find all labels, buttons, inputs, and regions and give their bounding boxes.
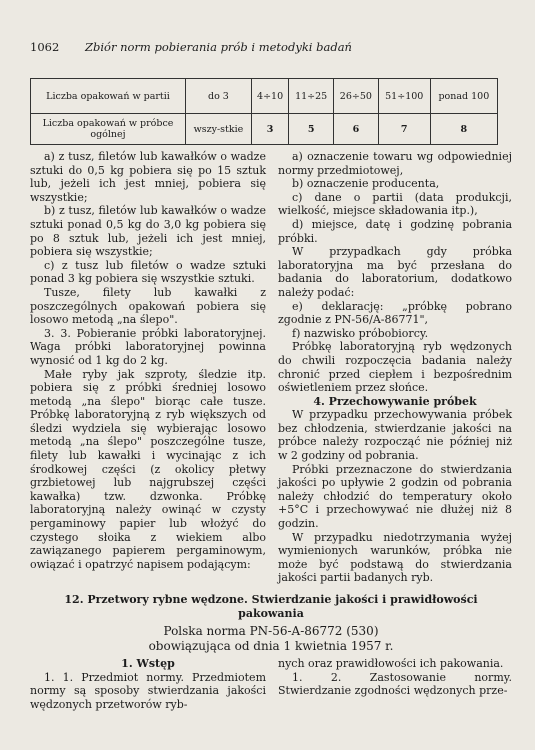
paragraph: Małe ryby jak szproty, śledzie itp. pobiera się z próbki średniej losowo metodą „na ślepo" biorąc całe tusze. Próbkę laboratoryjną z ryb większych od śledzi wydziela się wybierając losowo metodą „na ślepo" poszczególne tusze, filety lub kawałki i wycinając z ich środkowej części (z okolicy płetwy grzbietowej lub najgrubszej części kawałka) tzw. dzwonka. Próbkę laboratoryjną należy owinąć w czysty pergaminowy papier lub włożyć do czystego słoika z wiekiem albo zawiązanego papierem pergaminowym, owiązać i opatrzyć napisem podającym: [30, 367, 266, 571]
section-heading: 1. Wstęp [121, 657, 175, 670]
left-column [30, 150, 266, 571]
paragraph: W przypadku niedotrzymania wyżej wymienionych warunków, próbka nie może być podstawą do stwierdzania jakości partii badanych ryb. [278, 530, 512, 585]
paragraph: f) nazwisko próbobiorcy. [292, 326, 429, 340]
table-row [31, 114, 498, 145]
table-row-label: Liczba opakowań w partii [31, 79, 186, 114]
packaging-table [30, 78, 498, 145]
paragraph: Próbki przeznaczone do stwierdzania jakości po upływie 2 godzin od pobrania należy chłodzić do temperatury około +5°C i przechowywać nie dłużej niż 8 godzin. [278, 462, 512, 531]
table-cell: 7 [378, 114, 430, 145]
table-cell: 26÷50 [334, 79, 379, 114]
table-cell: 4÷10 [251, 79, 288, 114]
table-cell: 6 [334, 114, 379, 145]
table-cell: 5 [289, 114, 334, 145]
norm-designation [30, 624, 512, 653]
paragraph: d) miejsce, datę i godzinę pobrania próbki. [278, 217, 512, 245]
table-cell: 8 [430, 114, 497, 145]
table-row-label: Liczba opakowań w próbce ogólnej [31, 114, 186, 145]
right-column [278, 150, 512, 585]
table-row [31, 79, 498, 114]
paragraph: a) oznaczenie towaru wg odpowiedniej normy przedmiotowej, [278, 150, 512, 177]
section-heading: 4. Przechowywanie próbek [313, 394, 477, 408]
paragraph: nych oraz prawidłowości ich pakowania. [278, 657, 504, 670]
paragraph: W przypadkach gdy próbka laboratoryjna ma być przesłana do badania do laboratorium, dodatkowo należy podać: [278, 245, 512, 299]
paragraph: W przypadku przechowywania próbek bez chłodzenia, stwierdzanie jakości na próbce należy rozpocząć nie później niż w 2 godziny od pobrania. [278, 408, 512, 463]
section-12-heading: 12. Przetwory rybne wędzone. Stwierdzanie jakości i prawidłowości pakowania [64, 593, 478, 620]
paragraph: a) z tusz, filetów lub kawałków o wadze sztuki do 0,5 kg pobiera się po 15 sztuk lub, jeżeli ich jest mniej, pobiera się wszystkie; [30, 150, 266, 204]
paragraph: c) z tusz lub filetów o wadze sztuki ponad 3 kg pobiera się wszystkie sztuki. [30, 258, 266, 286]
paragraph: 3. 3. Pobieranie próbki laboratoryjnej. Waga próbki laboratoryjnej powinna wynosić od 1 kg do 2 kg. [30, 326, 266, 367]
norm-date-line: obowiązująca od dnia 1 kwietnia 1957 r. [148, 638, 394, 653]
paragraph: 1. 1. Przedmiot normy. Przedmiotem normy są sposoby stwierdzania jakości wędzonych przetworów ryb- [30, 670, 266, 711]
norm-line: Polska norma PN-56-A-86772 (530) [163, 624, 379, 638]
page-header [30, 40, 515, 56]
bottom-left-column [30, 657, 266, 711]
table-cell: 51÷100 [378, 79, 430, 114]
paragraph: 1. 2. Zastosowanie normy. Stwierdzanie zgodności wędzonych prze- [278, 670, 512, 698]
paragraph: e) deklarację: „próbkę pobrano zgodnie z PN-56/A-86771", [278, 299, 512, 327]
table-cell: 3 [251, 114, 288, 145]
table-cell: do 3 [186, 79, 252, 114]
paragraph: Tusze, filety lub kawałki z poszczególnych opakowań pobiera się losowo metodą „na ślepo". [30, 285, 266, 327]
paragraph: b) z tusz, filetów lub kawałków o wadze sztuki ponad 0,5 kg do 3,0 kg pobiera się po 8 sztuk lub, jeżeli ich jest mniej, pobiera się wszystkie; [30, 204, 266, 259]
table-cell: ponad 100 [430, 79, 497, 114]
table-cell: 11÷25 [289, 79, 334, 114]
paragraph: Próbkę laboratoryjną ryb wędzonych do chwili rozpoczęcia badania należy chronić przed ciepłem i bezpośrednim oświetleniem przez słońce. [278, 340, 512, 395]
running-title: Zbiór norm pobierania prób i metodyki badań [85, 40, 352, 54]
bottom-right-column [278, 657, 512, 698]
paragraph: c) dane o partii (data produkcji, wielkość, miejsce składowania itp.), [278, 190, 512, 218]
page-number: 1062 [30, 40, 60, 54]
paragraph: b) oznaczenie producenta, [292, 177, 440, 191]
table-cell: wszy-stkie [186, 114, 252, 145]
